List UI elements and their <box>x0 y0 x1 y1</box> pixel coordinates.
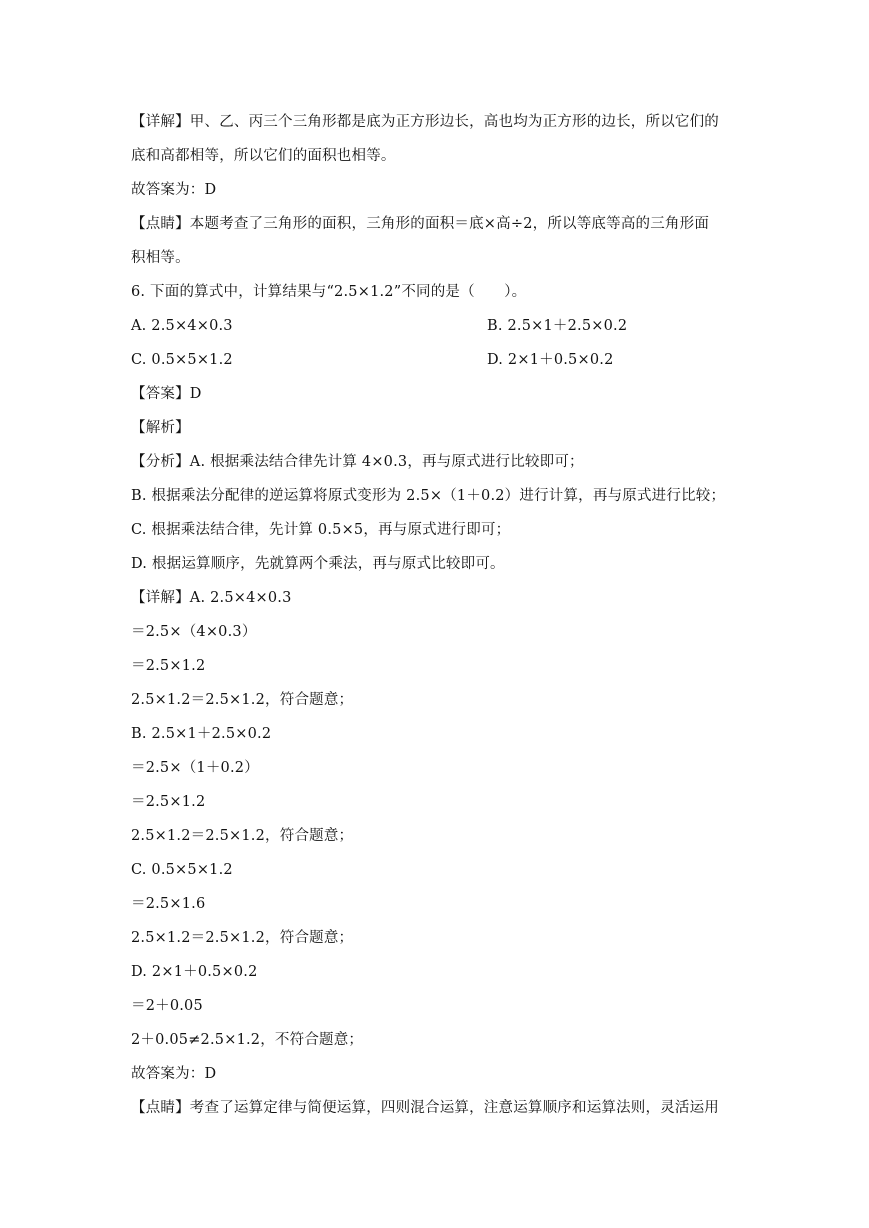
detail-b-step-1: ＝2.5×（1＋0.2） <box>131 760 259 776</box>
answer-line: 故答案为：D <box>131 182 217 198</box>
detail-c-conclusion: 2.5×1.2＝2.5×1.2，符合题意； <box>131 930 354 946</box>
question-6-stem: 6. 下面的算式中，计算结果与“2.5×1.2”不同的是（ ）。 <box>131 284 527 300</box>
detail-d-heading: D. 2×1＋0.5×0.2 <box>131 964 258 980</box>
detail-b-step-2: ＝2.5×1.2 <box>131 794 206 810</box>
detail-a-heading: 【详解】A. 2.5×4×0.3 <box>131 590 292 606</box>
option-d: D. 2×1＋0.5×0.2 <box>487 352 614 368</box>
detail-d-step-1: ＝2＋0.05 <box>131 998 203 1014</box>
final-comment-line: 【点睛】考查了运算定律与简便运算，四则混合运算，注意运算顺序和运算法则，灵活运用 <box>131 1100 719 1116</box>
answer-heading: 【答案】D <box>131 386 202 402</box>
analysis-line-d: D. 根据运算顺序，先就算两个乘法，再与原式比较即可。 <box>131 556 505 572</box>
analysis-heading: 【解析】 <box>131 420 190 436</box>
detail-b-heading: B. 2.5×1＋2.5×0.2 <box>131 726 272 742</box>
detail-paragraph-line-1: 【详解】甲、乙、丙三个三角形都是底为正方形边长，高也均为正方形的边长，所以它们的 <box>131 114 719 130</box>
analysis-line-c: C. 根据乘法结合律，先计算 0.5×5，再与原式进行即可； <box>131 522 511 538</box>
detail-c-step-1: ＝2.5×1.6 <box>131 896 206 912</box>
comment-paragraph-line-1: 【点睛】本题考查了三角形的面积，三角形的面积＝底×高÷2，所以等底等高的三角形面 <box>131 216 710 232</box>
option-c: C. 0.5×5×1.2 <box>131 352 233 368</box>
detail-a-step-1: ＝2.5×（4×0.3） <box>131 624 257 640</box>
analysis-line-b: B. 根据乘法分配律的逆运算将原式变形为 2.5×（1＋0.2）进行计算，再与原式进行比较； <box>131 488 726 504</box>
option-b: B. 2.5×1＋2.5×0.2 <box>487 318 628 334</box>
comment-paragraph-line-2: 积相等。 <box>131 250 190 266</box>
detail-a-conclusion: 2.5×1.2＝2.5×1.2，符合题意； <box>131 692 354 708</box>
detail-a-step-2: ＝2.5×1.2 <box>131 658 206 674</box>
analysis-line-a: 【分析】A. 根据乘法结合律先计算 4×0.3，再与原式进行比较即可； <box>131 454 584 470</box>
option-a: A. 2.5×4×0.3 <box>131 318 233 334</box>
detail-b-conclusion: 2.5×1.2＝2.5×1.2，符合题意； <box>131 828 354 844</box>
detail-paragraph-line-2: 底和高都相等，所以它们的面积也相等。 <box>131 148 396 164</box>
detail-d-conclusion: 2＋0.05≠2.5×1.2，不符合题意； <box>131 1032 364 1048</box>
detail-c-heading: C. 0.5×5×1.2 <box>131 862 233 878</box>
final-answer-line: 故答案为：D <box>131 1066 217 1082</box>
